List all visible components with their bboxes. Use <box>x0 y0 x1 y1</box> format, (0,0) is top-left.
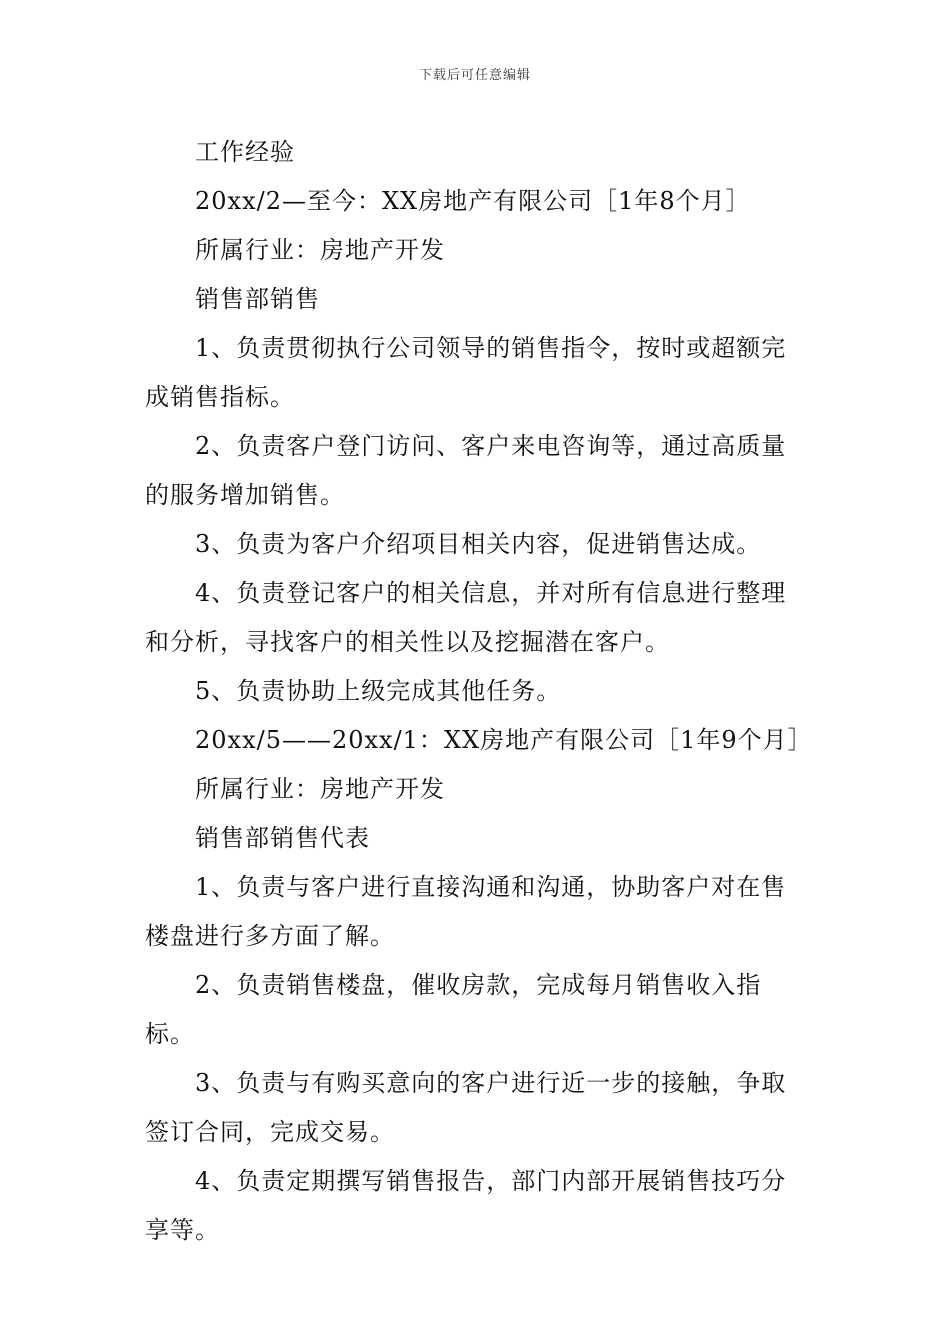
page-header: 下载后可任意编辑 <box>418 68 531 83</box>
job-period-2: 20xx/5——20xx/1：XX房地产有限公司［1年9个月］ <box>195 726 813 754</box>
job-title-2: 销售部销售代表 <box>195 824 370 852</box>
job-title-1: 销售部销售 <box>195 285 320 313</box>
section-heading-work-experience: 工作经验 <box>195 138 295 166</box>
job-duty-1-5: 5、负责协助上级完成其他任务。 <box>195 677 562 705</box>
document-body <box>145 128 813 1255</box>
job-industry-2: 所属行业：房地产开发 <box>195 775 445 803</box>
job-duty-1-4: 4、负责登记客户的相关信息，并对所有信息进行整理和分析，寻找客户的相关性以及挖掘潜在客户。 <box>145 579 787 656</box>
job-period-1: 20xx/2—至今：XX房地产有限公司［1年8个月］ <box>195 187 751 215</box>
job-duty-1-1: 1、负责贯彻执行公司领导的销售指令，按时或超额完成销售指标。 <box>145 334 787 411</box>
job-industry-1: 所属行业：房地产开发 <box>195 236 445 264</box>
job-duty-2-2: 2、负责销售楼盘，催收房款，完成每月销售收入指标。 <box>145 971 762 1048</box>
job-duty-2-3: 3、负责与有购买意向的客户进行近一步的接触，争取签订合同，完成交易。 <box>145 1069 787 1146</box>
job-duty-2-4: 4、负责定期撰写销售报告，部门内部开展销售技巧分享等。 <box>145 1167 787 1244</box>
job-duty-2-1: 1、负责与客户进行直接沟通和沟通，协助客户对在售楼盘进行多方面了解。 <box>145 873 787 950</box>
job-duty-1-3: 3、负责为客户介绍项目相关内容，促进销售达成。 <box>195 530 762 558</box>
job-duty-1-2: 2、负责客户登门访问、客户来电咨询等，通过高质量的服务增加销售。 <box>145 432 787 509</box>
